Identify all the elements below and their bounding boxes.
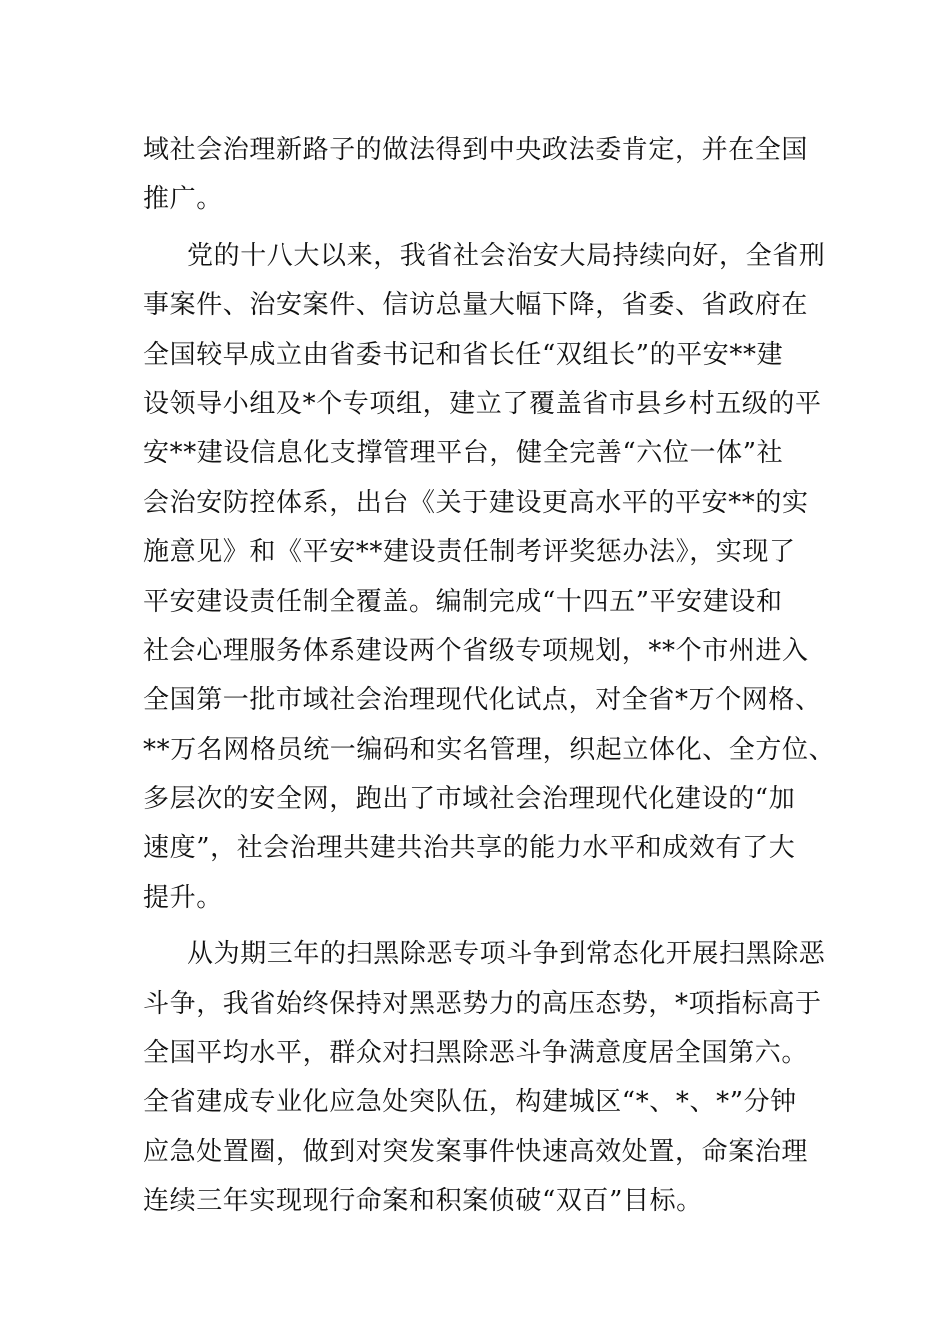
text-line: 提升。	[143, 882, 223, 913]
text-line: 多层次的安全网，跑出了市域社会治理现代化建设的“加	[143, 784, 796, 815]
text-line: 连续三年实现现行命案和积案侦破“双百”目标。	[143, 1186, 703, 1217]
text-line: 施意见》和《平安**建设责任制考评奖惩办法》，实现了	[143, 537, 796, 568]
document-body	[143, 126, 836, 1227]
text-line: 全省建成专业化应急处突队伍，构建城区“*、*、*”分钟	[143, 1087, 797, 1118]
text-line: 速度”，社会治理共建共治共享的能力水平和成效有了大	[143, 833, 796, 864]
text-line: 应急处置圈，做到对突发案事件快速高效处置，命案治理	[143, 1136, 809, 1167]
paragraph-1	[143, 126, 823, 225]
text-line: 斗争，我省始终保持对黑恶势力的高压态势，*项指标高于	[143, 988, 822, 1019]
paragraph-2	[143, 232, 836, 923]
text-line: 域社会治理新路子的做法得到中央政法委肯定，并在全国	[143, 135, 809, 165]
text-line: 会治安防控体系，出台《关于建设更高水平的平安**的实	[143, 487, 809, 518]
text-line: 党的十八大以来，我省社会治安大局持续向好，全省刑	[187, 240, 826, 271]
text-line: 社会心理服务体系建设两个省级专项规划，**个市州进入	[143, 635, 809, 666]
text-line: 全国第一批市域社会治理现代化试点，对全省*万个网格、	[143, 685, 822, 716]
text-line: 推广。	[143, 184, 223, 215]
text-line: 安**建设信息化支撑管理平台，健全完善“六位一体”社	[143, 438, 784, 469]
text-line: **万名网格员统一编码和实名管理，织起立体化、全方位、	[143, 734, 836, 765]
text-line: 平安建设责任制全覆盖。编制完成“十四五”平安建设和	[143, 586, 783, 617]
text-line: 事案件、治安案件、信访总量大幅下降，省委、省政府在	[143, 290, 809, 321]
text-line: 设领导小组及*个专项组，建立了覆盖省市县乡村五级的平	[143, 388, 822, 419]
paragraph-3	[143, 930, 826, 1226]
text-line: 全国平均水平，群众对扫黑除恶斗争满意度居全国第六。	[143, 1038, 809, 1069]
text-line: 从为期三年的扫黑除恶专项斗争到常态化开展扫黑除恶	[187, 939, 826, 970]
text-line: 全国较早成立由省委书记和省长任“双组长”的平安**建	[143, 339, 784, 370]
